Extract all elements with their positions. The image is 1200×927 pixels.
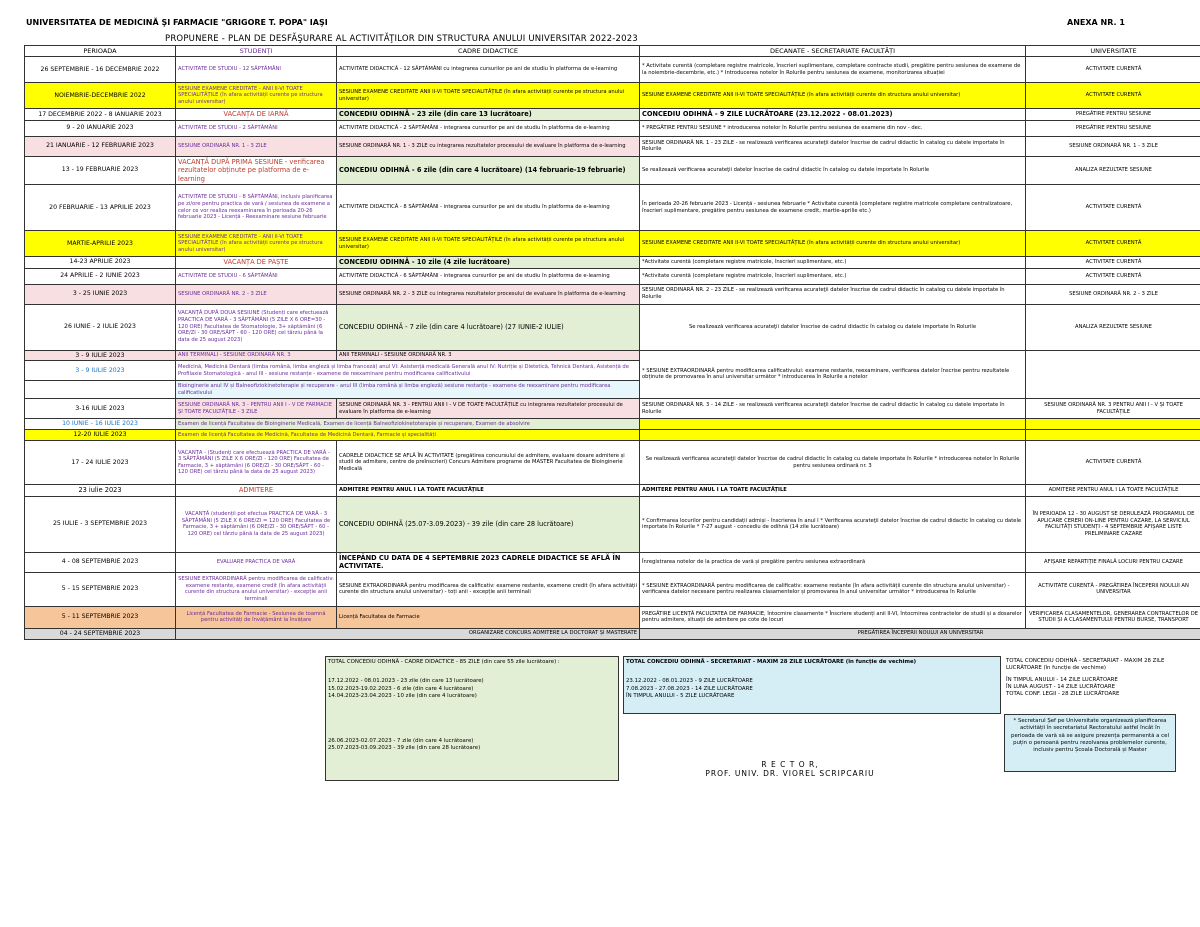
table-row: 5 - 15 SEPTEMBRIE 2023 SESIUNE EXTRAORDINARĂ pentru modificarea de calificativ: examene restante, examene credit (în afara activității curente din structura anului universitar) - excepție anii terminali SESIUNE EXTRAORDINARĂ pentru modificarea de calificativ: examene restante, examene credit (în afara activității curente din structura anului universitar) - toți anii - excepție anii terminali * SESIUNE EXTRAORDINARĂ pentru modificarea de calificativ: examene restante (în afara activității curente din structura anului universitar) - verificarea datelor necesare pentru realizarea clasamentelor și promovarea în anul universitar următor * introducerea în Rolurile ACTIVITATE CURENTĂ - PREGĂTIREA ÎNCEPERII NOULUI AN UNIVERSITAR	[25, 572, 1200, 606]
table-row: 3-16 IULIE 2023 SESIUNE ORDINARĂ NR. 3 - PENTRU ANII I - V DE FARMACIE ȘI TOATE FACULTĂȚILE - 3 ZILE SESIUNE ORDINARĂ NR. 3 - PENTRU ANII I - V DE TOATE FACULTĂȚILE cu integrarea rezultatelor procesului de evaluare în platforma de e-learning SESIUNE ORDINARĂ NR. 3 - 14 ZILE - se realizează verificarea acurateţii datelor înscrise de cadrul didactic în catalog cu datele importate în Rolurile SESIUNE ORDINARĂ NR. 3 PENTRU ANII I - V ȘI TOATE FACULTĂȚILE	[25, 399, 1200, 419]
table-row: 4 - 08 SEPTEMBRIE 2023 EVALUARE PRACTICA DE VARĂ ÎNCEPÂND CU DATA DE 4 SEPTEMBRIE 2023 CADRELE DIDACTICE SE AFLĂ ÎN ACTIVITATE. Înregistrarea notelor de la practica de vară și pregătire pentru sesiunea extraordinară AFIȘARE REPARTIȚIE FINALĂ LOCURI PENTRU CAZARE	[25, 552, 1200, 572]
table-row: 17 DECEMBRIE 2022 - 8 IANUARIE 2023 VACANȚA DE IARNĂ CONCEDIU ODIHNĂ - 23 zile (din care 13 lucrătoare) CONCEDIU ODIHNĂ - 9 ZILE LUCRĂTOARE (23.12.2022 - 08.01.2023) PREGĂTIRE PENTRU SESIUNE	[25, 109, 1200, 120]
table-row: 26 SEPTEMBRIE - 16 DECEMBRIE 2022 ACTIVITATE DE STUDIU - 12 SĂPTĂMÂNI ACTIVITATE DIDACTICĂ - 12 SĂPTĂMÂNI cu integrarea cursurilor pe ani de studiu în platforma de e-learning * Activitate curentă (completare registre matricole, înscrieri suplimentare, completare contracte studii, pregătire pentru sesiunea de examene de la noiembrie-decembrie, etc.) * Introducerea notelor în Rolurile pentru sesiunea de examene, monitorizarea situației ACTIVITATE CURENTĂ	[25, 57, 1200, 83]
univ-note: * Secretarul Șef pe Universitate organizează planificarea activității în secretariatul Rectoratului astfel încât în perioada de vară să se asigure prezența permanentă a cel puțin o persoană pentru rezolvarea problemelor curente, inclusiv pentru Școala Doctorală și Master	[1004, 714, 1176, 772]
table-row: NOIEMBRIE-DECEMBRIE 2022 SESIUNE EXAMENE CREDITATE - ANII II-VI TOATE SPECIALITĂȚILE (în afara activității curente pe structura anului universitar) SESIUNE EXAMENE CREDITATE ANII II-VI TOATE SPECIALITĂȚILE (în afara activității curente pe structura anului universitar) SESIUNE EXAMENE CREDITATE ANII II-VI TOATE SPECIALITĂȚILE (în afara activității curente din structura anului universitar) ACTIVITATE CURENTĂ	[25, 83, 1200, 109]
table-row: 21 IANUARIE - 12 FEBRUARIE 2023 SESIUNE ORDINARĂ NR. 1 - 3 ZILE SESIUNE ORDINARĂ NR. 1 - 3 ZILE cu integrarea rezultatelor procesului de evaluare în platforma de e-learning SESIUNE ORDINARĂ NR. 1 - 23 ZILE - se realizează verificarea acurateţii datelor înscrise de cadrul didactic în catalog cu datele importate în Rolurile SESIUNE ORDINARĂ NR. 1 - 3 ZILE	[25, 136, 1200, 156]
signature-title: R E C T O R,	[761, 760, 819, 769]
table-row: 20 FEBRUARIE - 13 APRILIE 2023 ACTIVITATE DE STUDIU - 8 SĂPTĂMÂNI, inclusiv planificarea pe zi/ore pentru practica de vară / sesiunea de examene a celor ce vor realiza reexaminarea în perioada 20-26 februarie 2023 - Licență - Reexaminare sesiune februarie ACTIVITATE DIDACTICĂ - 8 SĂPTĂMÂNI - integrarea cursurilor pe ani de studiu în platforma de e-learning În perioada 20-26 februarie 2023 - Licență - sesiunea februarie * Activitate curentă (completare registre matricole completare centralizatoare, înscrieri suplimentare, pregătire pentru sesiunea de examene credit, martie-aprilie etc.) ACTIVITATE CURENTĂ	[25, 185, 1200, 231]
table-row: 3 - 9 IULIE 2023 Medicină, Medicină Dentară (limba română, limba engleză și limba franceză) anul VI: Asistență medicală Generală anul IV: Nutriție și Dietetică, Tehnică Dentară, Asistență de Profilaxie Stomatologică - anul III - sesiune restanțe - examene de reexaminare pentru modificarea calificativului	[25, 361, 1200, 381]
schedule-table	[24, 45, 1200, 640]
header-row	[25, 46, 1200, 57]
table-row: 10 IUNIE - 16 IULIE 2023 Examen de licență Facultatea de Bioinginerie Medicală, Examen de licență Balneofiziokinetoterapie și recuperare, Examen de absolvire	[25, 419, 1200, 430]
table-row: 04 - 24 SEPTEMBRIE 2023 ORGANIZARE CONCURS ADMITERE LA DOCTORAT ȘI MASTERATE PREGĂTIREA ÎNCEPERII NOULUI AN UNIVERSITAR	[25, 628, 1200, 639]
annex-number: ANEXA NR. 1	[1067, 18, 1125, 27]
table-row: 5 - 11 SEPTEMBRIE 2023 Licență Facultatea de Farmacie - Sesiunea de toamnă pentru activități de învățământ la învățare Licență Facultatea de Farmacie PREGĂTIRE LICENȚĂ FACULTATEA DE FARMACIE, întocmire clasamente * Înscriere studenți anii II-VI, întocmirea contractelor de studii și a dosarelor pentru admitere, situații de admitere pe cote de locuri VERIFICAREA CLASAMENTELOR, GENERAREA CONTRACTELOR DE STUDII ȘI A CLASAMENTULUI PENTRU BURSE, TRANSPORT	[25, 606, 1200, 628]
table-row: 3 - 9 IULIE 2023 ANII TERMINALI - SESIUNE ORDINARĂ NR. 3 ANII TERMINALI - SESIUNE ORDINARĂ NR. 3 * SESIUNE EXTRAORDINARĂ pentru modificarea calificativului: examene restante, reexaminare, verificarea datelor înscrise pentru rezultatele obținute de promovarea în anul universitar următor * introducerea în Rolurile a notelor	[25, 350, 1200, 361]
dean-leave-summary: TOTAL CONCEDIU ODIHNĂ - SECRETARIAT - MAXIM 28 ZILE LUCRĂTOARE (în funcție de vechime) 23.12.2022 - 08.01.2023 - 9 ZILE LUCRĂTOARE 7.08.2023 - 27.08.2023 - 14 ZILE LUCRĂTOARE ÎN TIMPUL ANULUI - 5 ZILE LUCRĂTOARE	[623, 656, 1001, 714]
table-row: 23 iulie 2023 ADMITERE ADMITERE PENTRU ANUL I LA TOATE FACULTĂȚILE ADMITERE PENTRU ANUL I LA TOATE FACULTĂȚILE ADMITERE PENTRU ANUL I LA TOATE FACULTĂȚILE	[25, 485, 1200, 496]
table-row: 3 - 25 IUNIE 2023 SESIUNE ORDINARĂ NR. 2 - 3 ZILE SESIUNE ORDINARĂ NR. 2 - 3 ZILE cu integrarea rezultatelor procesului de evaluare în platforma de e-learning SESIUNE ORDINARĂ NR. 2 - 23 ZILE - se realizează verificarea acurateţii datelor înscrise de cadrul didactic în catalog cu datele importate în Rolurile SESIUNE ORDINARĂ NR. 2 - 3 ZILE	[25, 284, 1200, 304]
table-row: 12-20 IULIE 2023 Examen de licență Facultatea de Medicină, Facultatea de Medicină Dentară, Farmacie și specialități	[25, 430, 1200, 441]
table-row: 24 APRILIE - 2 IUNIE 2023 ACTIVITATE DE STUDIU - 6 SĂPTĂMÂNI ACTIVITATE DIDACTICĂ - 6 SĂPTĂMÂNI - integrarea cursurilor pe ani de studiu în platforma de e-learning *Activitate curentă (completare registre matricole, înscrieri suplimentare, etc.) ACTIVITATE CURENTĂ	[25, 268, 1200, 284]
col-staff: CADRE DIDACTICE	[337, 46, 640, 57]
col-students: STUDENȚI	[176, 46, 337, 57]
staff-leave-summary: TOTAL CONCEDIU ODIHNĂ - CADRE DIDACTICE - 85 ZILE (din care 55 zile lucrătoare) : 17.12.2022 - 08.01.2023 - 23 zile (din care 13 lucrătoare) 15.02.2023-19.02.2023 - 6 zile (din care 4 lucrătoare) 14.04.2023-23.04.2023 - 10 zile (din care 4 lucrătoare) 26.06.2023-02.07.2023 - 7 zile (din care 4 lucrătoare) 25.07.2023-03.09.2023 - 39 zile (din care 28 lucrătoare)	[325, 656, 619, 781]
signature-name: PROF. UNIV. DR. VIOREL SCRIPCARIU	[705, 769, 875, 778]
univ-leave-summary: TOTAL CONCEDIU ODIHNĂ - SECRETARIAT - MAXIM 28 ZILE LUCRĂTOARE (în funcție de vechime) ÎN TIMPUL ANULUI - 14 ZILE LUCRĂTOARE ÎN LUNA AUGUST - 14 ZILE LUCRĂTOARE TOTAL CONF. LEGII - 28 ZILE LUCRĂTOARE	[1006, 658, 1165, 698]
university-name: UNIVERSITATEA DE MEDICINĂ ŞI FARMACIE "GRIGORE T. POPA" IAŞI	[26, 18, 328, 27]
col-period: PERIOADA	[25, 46, 176, 57]
table-row: 13 - 19 FEBRUARIE 2023 VACANȚĂ DUPĂ PRIMA SESIUNE - verificarea rezultatelor obținute pe platforma de e-learning CONCEDIU ODIHNĂ - 6 zile (din care 4 lucrătoare) (14 februarie-19 februarie) Se realizează verificarea acurateţii datelor înscrise de cadrul didactic în catalog cu datele importate în Rolurile ANALIZA REZULTATE SESIUNE	[25, 156, 1200, 184]
table-row: 9 - 20 IANUARIE 2023 ACTIVITATE DE STUDIU - 2 SĂPTĂMÂNI ACTIVITATE DIDACTICĂ - 2 SĂPTĂMÂNI - integrarea cursurilor pe ani de studiu în platforma de e-learning * PREGĂTIRE PENTRU SESIUNE * introducerea notelor în Rolurile pentru sesiunea de examene din nov - dec. PREGĂTIRE PENTRU SESIUNE	[25, 120, 1200, 136]
signature-block	[700, 760, 880, 778]
table-row: 14-23 APRILIE 2023 VACANȚA DE PAȘTE CONCEDIU ODIHNĂ - 10 zile (4 zile lucrătoare) *Activitate curentă (completare registre matricole, înscrieri suplimentare, etc.) ACTIVITATE CURENTĂ	[25, 257, 1200, 268]
table-row: 26 IUNIE - 2 IULIE 2023 VACANȚĂ DUPĂ DOUA SESIUNE (Studenți care efectuează PRACTICA DE VARĂ - 3 SĂPTĂMÂNI (5 ZILE X 6 ORE=30 - 120 ORE) Facultatea de Stomatologie, 3+ săptămâni (6 ORE/ZI - 30 ORE/SĂPT - 60 - 120 ORE) cel târziu până la data de 25 august 2023) CONCEDIU ODIHNĂ - 7 zile (din care 4 lucrătoare) (27 IUNIE-2 IULIE) Se realizează verificarea acurateţii datelor înscrise de cadrul didactic în catalog cu datele importate în Rolurile ANALIZA REZULTATE SESIUNE	[25, 304, 1200, 350]
col-univ: UNIVERSITATE	[1026, 46, 1200, 57]
table-row: MARTIE-APRILIE 2023 SESIUNE EXAMENE CREDITATE - ANII II-VI TOATE SPECIALITĂȚILE (în afara activității curente pe structura anului universitar) SESIUNE EXAMENE CREDITATE ANII II-VI TOATE SPECIALITĂȚILE (în afara activității curente pe structura anului universitar) SESIUNE EXAMENE CREDITATE ANII II-VI TOATE SPECIALITĂȚILE (în afara activității curente din structura anului universitar) ACTIVITATE CURENTĂ	[25, 231, 1200, 257]
table-row: 17 - 24 IULIE 2023 VACANȚA - (Studenți care efectuează PRACTICA DE VARĂ - 3 SĂPTĂMÂNI (5 ZILE X 6 ORE/ZI - 120 ORE) Facultatea de Farmacie, 3 + săptămâni (6 ORE/ZI - 30 ORE/SĂPT - 60 - 120 ORE) cel târziu până la data de 25 august 2023) CADRELE DIDACTICE SE AFLĂ ÎN ACTIVITATE (pregătirea concursului de admitere, evaluare dosare admitere și studii de admitere, centre de preînscrieri) Concurs Admitere programe de MASTER Facultatea de Bioinginerie Medicală Se realizează verificarea acurateţii datelor înscrise de cadrul didactic în catalog cu datele importate în Rolurile * introducerea notelor în Rolurile pentru sesiunea ordinară nr. 3 ACTIVITATE CURENTĂ	[25, 441, 1200, 485]
table-row: Bioinginerie anul IV și Balneofiziokinetoterapie și recuperare - anul III (limba română și limba engleză) sesiune restanțe - examene de reexaminare pentru modificarea calificativului	[25, 381, 1200, 399]
table-row: 25 IULIE - 3 SEPTEMBRIE 2023 VACANȚĂ (studenții pot efectua PRACTICA DE VARĂ - 3 SĂPTĂMÂNI (5 ZILE X 6 ORE/ZI = 120 ORE) Facultatea de Farmacie, 3 + săptămâni (6 ORE/ZI - 30 ORE/SĂPT - 60 - 120 ORE) cel târziu până la data de 25 august 2023) CONCEDIU ODIHNĂ (25.07-3.09.2023) - 39 zile (din care 28 lucrătoare) * Confirmarea locurilor pentru candidații admiși - înscrierea în anul I * Verificarea acurateţii datelor înscrise de cadrul didactic în catalog cu datele importate în Rolurile * 7-27 august - concediu de odihnă (14 zile lucrătoare) ÎN PERIOADA 12 - 30 AUGUST SE DERULEAZĂ PROGRAMUL DE APLICARE CERERI ON-LINE PENTRU CAZARE, LA SERVICIUL FACILITĂȚI STUDENȚI - 4 SEPTEMBRIE AFIȘARE LISTE PRELIMINARE CAZARE	[25, 496, 1200, 552]
document-title: PROPUNERE - PLAN DE DESFĂŞURARE AL ACTIVITĂŢILOR DIN STRUCTURA ANULUI UNIVERSITAR 2022-2023	[165, 34, 638, 44]
col-dean: DECANATE - SECRETARIATE FACULTĂȚI	[640, 46, 1026, 57]
